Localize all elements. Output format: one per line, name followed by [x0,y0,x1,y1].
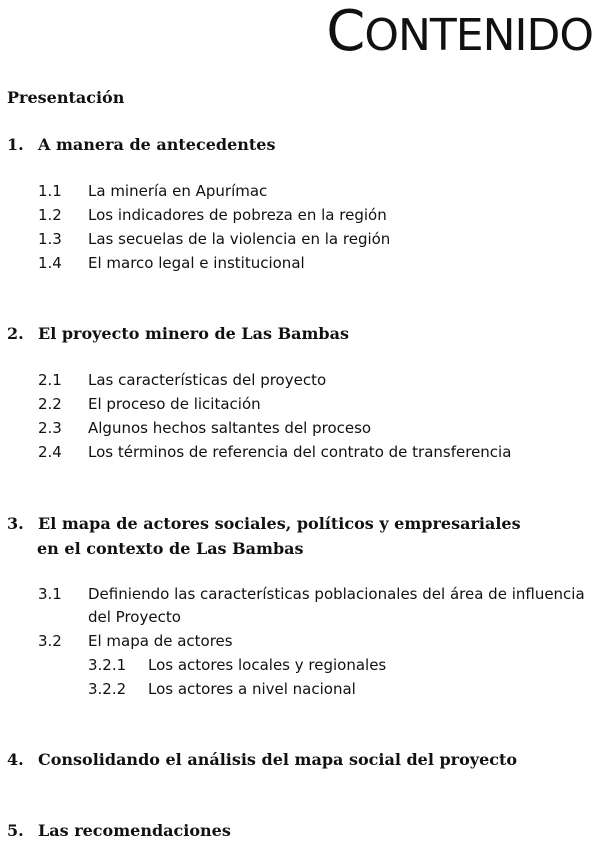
item-number: 2.4 [38,443,62,461]
section-title-line2[interactable]: en el contexto de Las Bambas [37,539,304,558]
item-number: 3.2.1 [88,656,127,674]
item-label: Los actores a nivel nacional [148,680,356,698]
item-number: 1.4 [38,254,62,272]
section-number: 4. [7,750,24,769]
toc-section-3[interactable] [7,516,521,532]
item-label: Las características del proyecto [88,371,327,389]
item-number: 1.2 [38,206,62,224]
section-number: 1. [7,135,24,154]
section-number: 3. [7,514,24,533]
item-number: 3.2.2 [88,680,127,698]
toc-section-5[interactable] [7,823,231,839]
section-title-line1: El mapa de actores sociales, políticos y empresariales [38,514,521,533]
item-label-line1: Definiendo las características poblacionales del área de influencia [88,585,585,603]
item-label: El mapa de actores [88,632,233,650]
section-title: El proyecto minero de Las Bambas [38,324,349,343]
item-label: Las secuelas de la violencia en la región [88,230,391,248]
item-label: Los términos de referencia del contrato de transferencia [88,443,512,461]
item-label: Los actores locales y regionales [148,656,387,674]
toc-entry-presentacion[interactable]: Presentación [7,88,125,107]
item-label-line2: del Proyecto [88,608,181,626]
section-title: A manera de antecedentes [38,135,276,154]
item-label: Los indicadores de pobreza en la región [88,206,387,224]
item-number: 1.3 [38,230,62,248]
item-number: 2.1 [38,371,62,389]
item-label: La minería en Apurímac [88,182,268,200]
toc-section-2[interactable] [7,326,349,342]
item-number: 2.2 [38,395,62,413]
toc-section-1[interactable] [7,137,275,153]
section-title: Consolidando el análisis del mapa social del proyecto [38,750,518,769]
item-number: 1.1 [38,182,62,200]
item-number: 2.3 [38,419,62,437]
section-title: Las recomendaciones [38,821,231,840]
item-label: El proceso de licitación [88,395,261,413]
item-number: 3.1 [38,585,62,603]
item-label: El marco legal e institucional [88,254,305,272]
toc-section-4[interactable] [7,752,517,768]
section-number: 2. [7,324,24,343]
item-label: Algunos hechos saltantes del proceso [88,419,372,437]
section-number: 5. [7,821,24,840]
item-number: 3.2 [38,632,62,650]
page-title: CONTENIDO [326,0,593,64]
